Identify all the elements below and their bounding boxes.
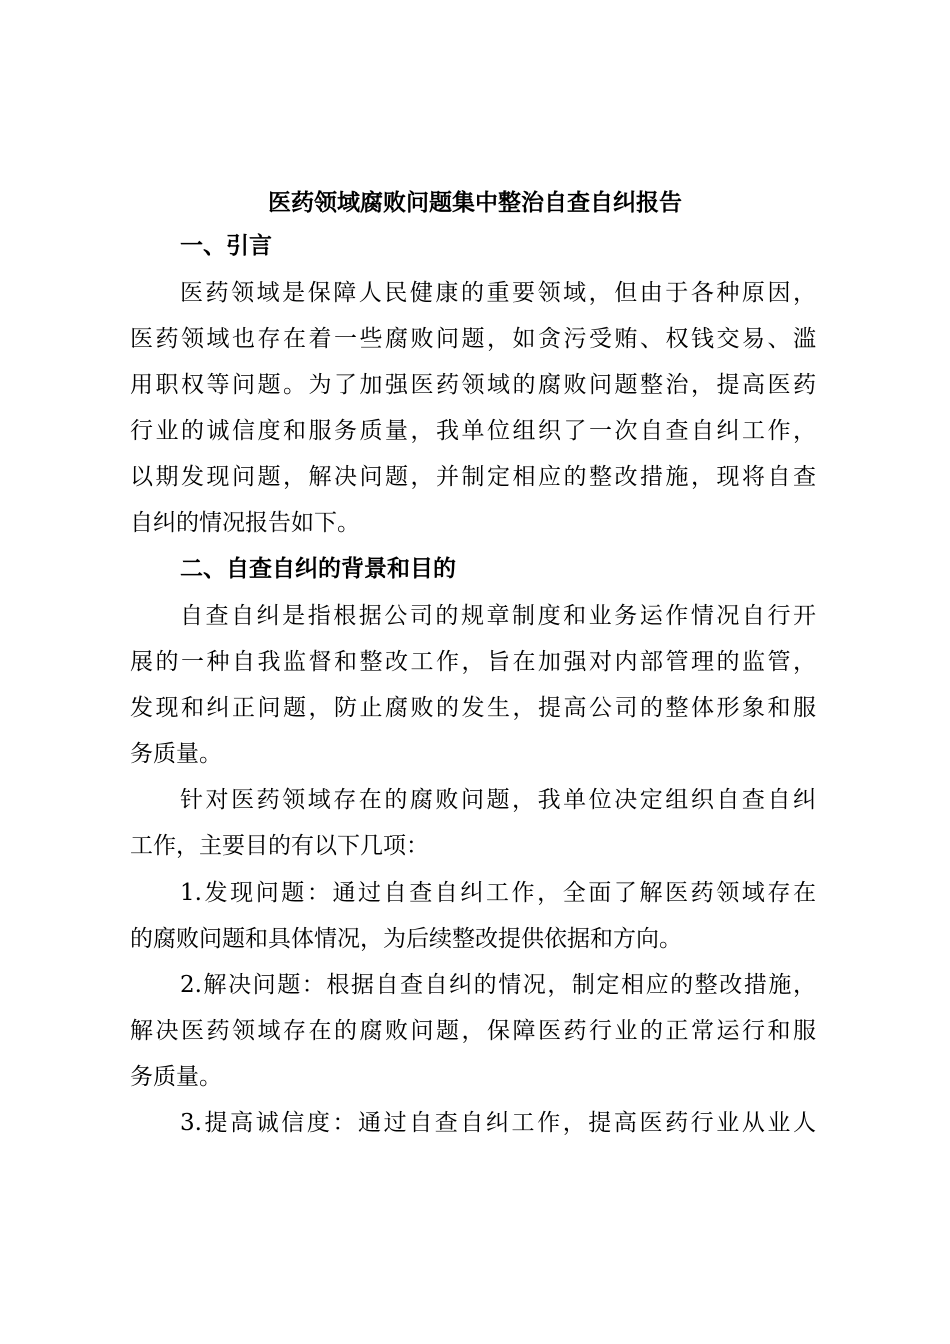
paragraph-line: 自查自纠是指根据公司的规章制度和业务运作情况自行开 [180, 603, 816, 629]
document-title: 医药领域腐败问题集中整治自查自纠报告 [268, 189, 682, 216]
list-item-line: 1.发现问题：通过自查自纠工作，全面了解医药领域存在 [180, 880, 816, 906]
paragraph-line: 针对医药领域存在的腐败问题，我单位决定组织自查自纠 [180, 787, 816, 813]
paragraph-line: 自纠的情况报告如下。 [130, 510, 360, 536]
paragraph-line: 以期发现问题，解决问题，并制定相应的整改措施，现将自查 [130, 464, 816, 490]
list-item-line: 的腐败问题和具体情况，为后续整改提供依据和方向。 [130, 926, 682, 952]
paragraph-line: 工作，主要目的有以下几项： [130, 833, 429, 859]
paragraph-line: 务质量。 [130, 741, 222, 767]
section-heading-introduction: 一、引言 [180, 233, 272, 259]
paragraph-line: 行业的诚信度和服务质量，我单位组织了一次自查自纠工作， [130, 418, 816, 444]
list-item-line: 务质量。 [130, 1064, 222, 1090]
paragraph-line: 医药领域是保障人民健康的重要领域，但由于各种原因， [180, 280, 816, 306]
list-item-line: 3.提高诚信度：通过自查自纠工作，提高医药行业从业人 [180, 1110, 816, 1136]
paragraph-line: 发现和纠正问题，防止腐败的发生，提高公司的整体形象和服 [130, 695, 816, 721]
paragraph-line: 用职权等问题。为了加强医药领域的腐败问题整治，提高医药 [130, 372, 816, 398]
paragraph-line: 医药领域也存在着一些腐败问题，如贪污受贿、权钱交易、滥 [130, 326, 816, 352]
list-item-line: 解决医药领域存在的腐败问题，保障医药行业的正常运行和服 [130, 1018, 816, 1044]
section-heading-background-purpose: 二、自查自纠的背景和目的 [180, 556, 456, 582]
paragraph-line: 展的一种自我监督和整改工作，旨在加强对内部管理的监管， [130, 649, 816, 675]
list-item-line: 2.解决问题：根据自查自纠的情况，制定相应的整改措施， [180, 972, 816, 998]
